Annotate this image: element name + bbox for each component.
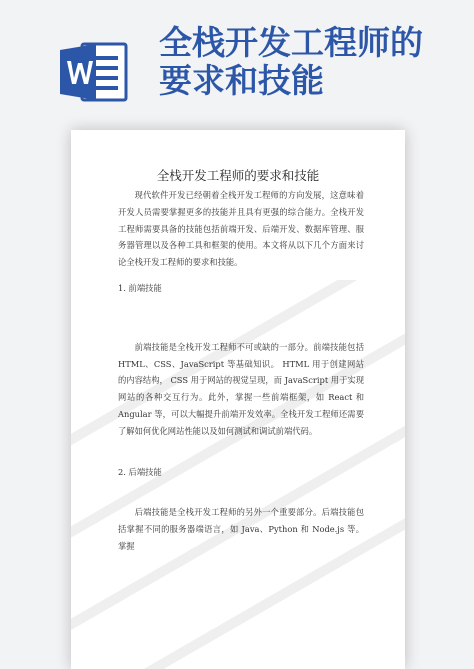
document-title: 全栈开发工程师的要求和技能 [156,168,320,183]
banner-title-line-2: 要求和技能 [159,61,324,100]
document-body [118,187,364,555]
banner-title [159,24,459,100]
banner-title-line-1: 全栈开发工程师的 [159,23,423,62]
banner [0,0,474,120]
section-heading-backend: 2. 后端技能 [118,466,162,477]
intro-paragraph: 现代软件开发已经朝着全栈开发工程师的方向发展，这意味着开发人员需要掌握更多的技能并且具有更强的综合能力。全栈开发工程师需要具备的技能包括前端开发、后端开发、数据库管理、服务器管理以及各种工具和框架的使用。本文将从以下几个方面来讨论全栈开发工程师的要求和技能。 [118,190,364,268]
document-page [71,130,405,669]
section-heading-frontend: 1. 前端技能 [118,282,162,293]
microsoft-word-icon [58,40,130,104]
frontend-paragraph: 前端技能是全栈开发工程师不可或缺的一部分。前端技能包括 HTML、CSS、JavaScript 等基础知识。 HTML 用于创建网站的内容结构， CSS 用于网站的视觉呈现，而 JavaScript 用于实现网站的各种交互行为。此外，掌握一些前端框架，如 React 和 Angular 等，可以大幅提升前端开发效率。全栈开发工程师还需要了解如何优化网站性能以及如何测试和调试前端代码。 [118,341,364,436]
backend-paragraph: 后端技能是全栈开发工程师的另外一个重要部分。后端技能包括掌握不同的服务器端语言，如 Java、Python 和 Node.js 等。掌握 [118,507,364,551]
